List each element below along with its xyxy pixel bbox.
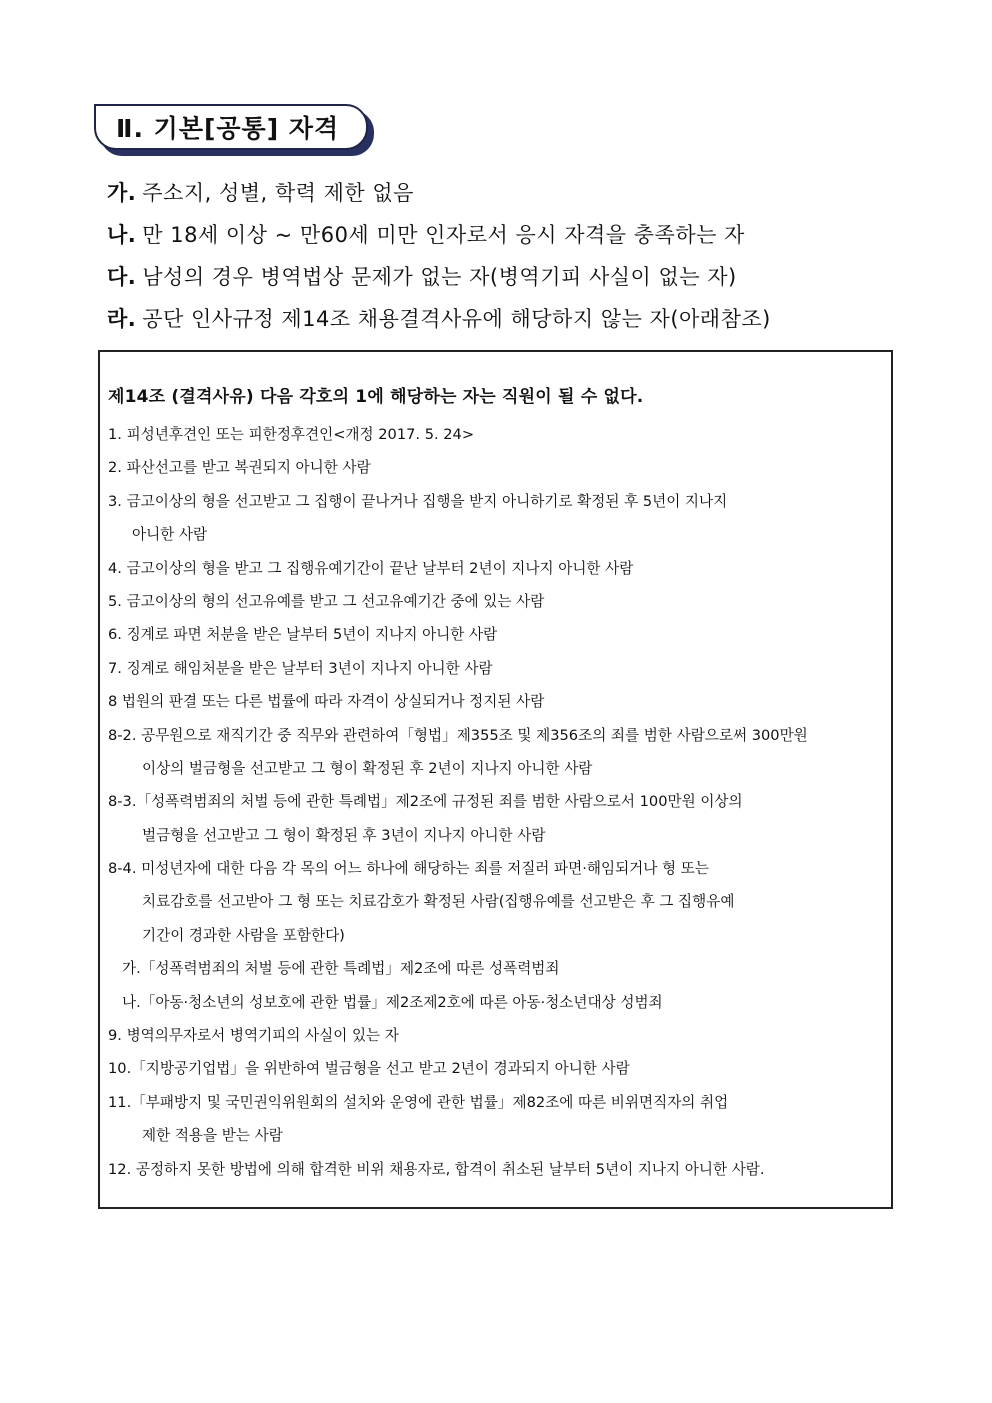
article-line: 8-2. 공무원으로 재직기간 중 직무와 관련하여「형법」제355조 및 제356조의 죄를 범한 사람으로써 300만원 [108,726,808,744]
article-subitem: 나.「아동·청소년의 성보호에 관한 법률」제2조제2호에 따른 아동·청소년대상 성범죄 [122,993,663,1011]
article-line: 8 법원의 판결 또는 다른 법률에 따라 자격이 상실되거나 정지된 사람 [108,693,545,711]
article-title: 제14조 (결격사유) 다음 각호의 1에 해당하는 자는 직원이 될 수 없다. [108,387,644,407]
article-line: 2. 파산선고를 받고 복권되지 아니한 사람 [108,459,371,477]
qualification-criteria-list [107,172,907,340]
article-line: 7. 징계로 해임처분을 받은 날부터 3년이 지나지 아니한 사람 [108,659,493,677]
criteria-text: 주소지, 성별, 학력 제한 없음 [142,181,414,205]
article-line: 4. 금고이상의 형을 받고 그 집행유예기간이 끝난 날부터 2년이 지나지 아니한 사람 [108,559,634,577]
criteria-item [107,214,907,256]
criteria-item [107,256,907,298]
article-line-continuation: 제한 적용을 받는 사람 [142,1127,283,1145]
criteria-text: 만 18세 이상 ~ 만60세 미만 인자로서 응시 자격을 충족하는 자 [142,223,745,247]
article-line-continuation: 치료감호를 선고받아 그 형 또는 치료감호가 확정된 사람(집행유예를 선고받은 후 그 집행유예 [142,893,735,911]
criteria-item [107,298,907,340]
criteria-mark: 나. [107,223,137,247]
article-line: 8-4. 미성년자에 대한 다음 각 목의 어느 하나에 해당하는 죄를 저질러 파면·해임되거나 형 또는 [108,860,709,878]
criteria-mark: 라. [107,307,137,331]
article-line-continuation: 벌금형을 선고받고 그 형이 확정된 후 3년이 지나지 아니한 사람 [142,826,546,844]
article-line: 1. 피성년후견인 또는 피한정후견인<개정 2017. 5. 24> [108,426,475,443]
article-line-continuation: 기간이 경과한 사람을 포함한다) [142,926,345,944]
criteria-text: 공단 인사규정 제14조 채용결격사유에 해당하지 않는 자(아래참조) [142,307,771,331]
article-line: 9. 병역의무자로서 병역기피의 사실이 있는 자 [108,1027,399,1045]
article-line: 12. 공정하지 못한 방법에 의해 합격한 비위 채용자로, 합격이 취소된 날부터 5년이 지나지 아니한 사람. [108,1160,765,1178]
section-title: Ⅱ. 기본[공통] 자격 [94,104,368,150]
criteria-item [107,172,907,214]
criteria-mark: 가. [107,181,137,205]
criteria-mark: 다. [107,265,137,289]
article-line: 10.「지방공기업법」을 위반하여 벌금형을 선고 받고 2년이 경과되지 아니한 사람 [108,1060,630,1078]
article-line: 8-3.「성폭력범죄의 처벌 등에 관한 특례법」제2조에 규정된 죄를 범한 사람으로서 100만원 이상의 [108,793,743,811]
disqualification-article-box [98,350,893,1209]
article-line: 6. 징계로 파면 처분을 받은 날부터 5년이 지나지 아니한 사람 [108,626,498,644]
article-items [108,418,884,1186]
article-line: 5. 금고이상의 형의 선고유예를 받고 그 선고유예기간 중에 있는 사람 [108,592,545,610]
article-line-continuation: 이상의 벌금형을 선고받고 그 형이 확정된 후 2년이 지나지 아니한 사람 [142,759,593,777]
article-line-continuation: 아니한 사람 [132,526,208,544]
criteria-text: 남성의 경우 병역법상 문제가 없는 자(병역기피 사실이 없는 자) [142,265,737,289]
section-heading [94,104,376,160]
article-subitem: 가.「성폭력범죄의 처벌 등에 관한 특례법」제2조에 따른 성폭력범죄 [122,960,560,978]
article-line: 11.「부패방지 및 국민권익위원회의 설치와 운영에 관한 법률」제82조에 따른 비위면직자의 취업 [108,1093,729,1111]
article-line: 3. 금고이상의 형을 선고받고 그 집행이 끝나거나 집행을 받지 아니하기로 확정된 후 5년이 지나지 [108,492,728,510]
